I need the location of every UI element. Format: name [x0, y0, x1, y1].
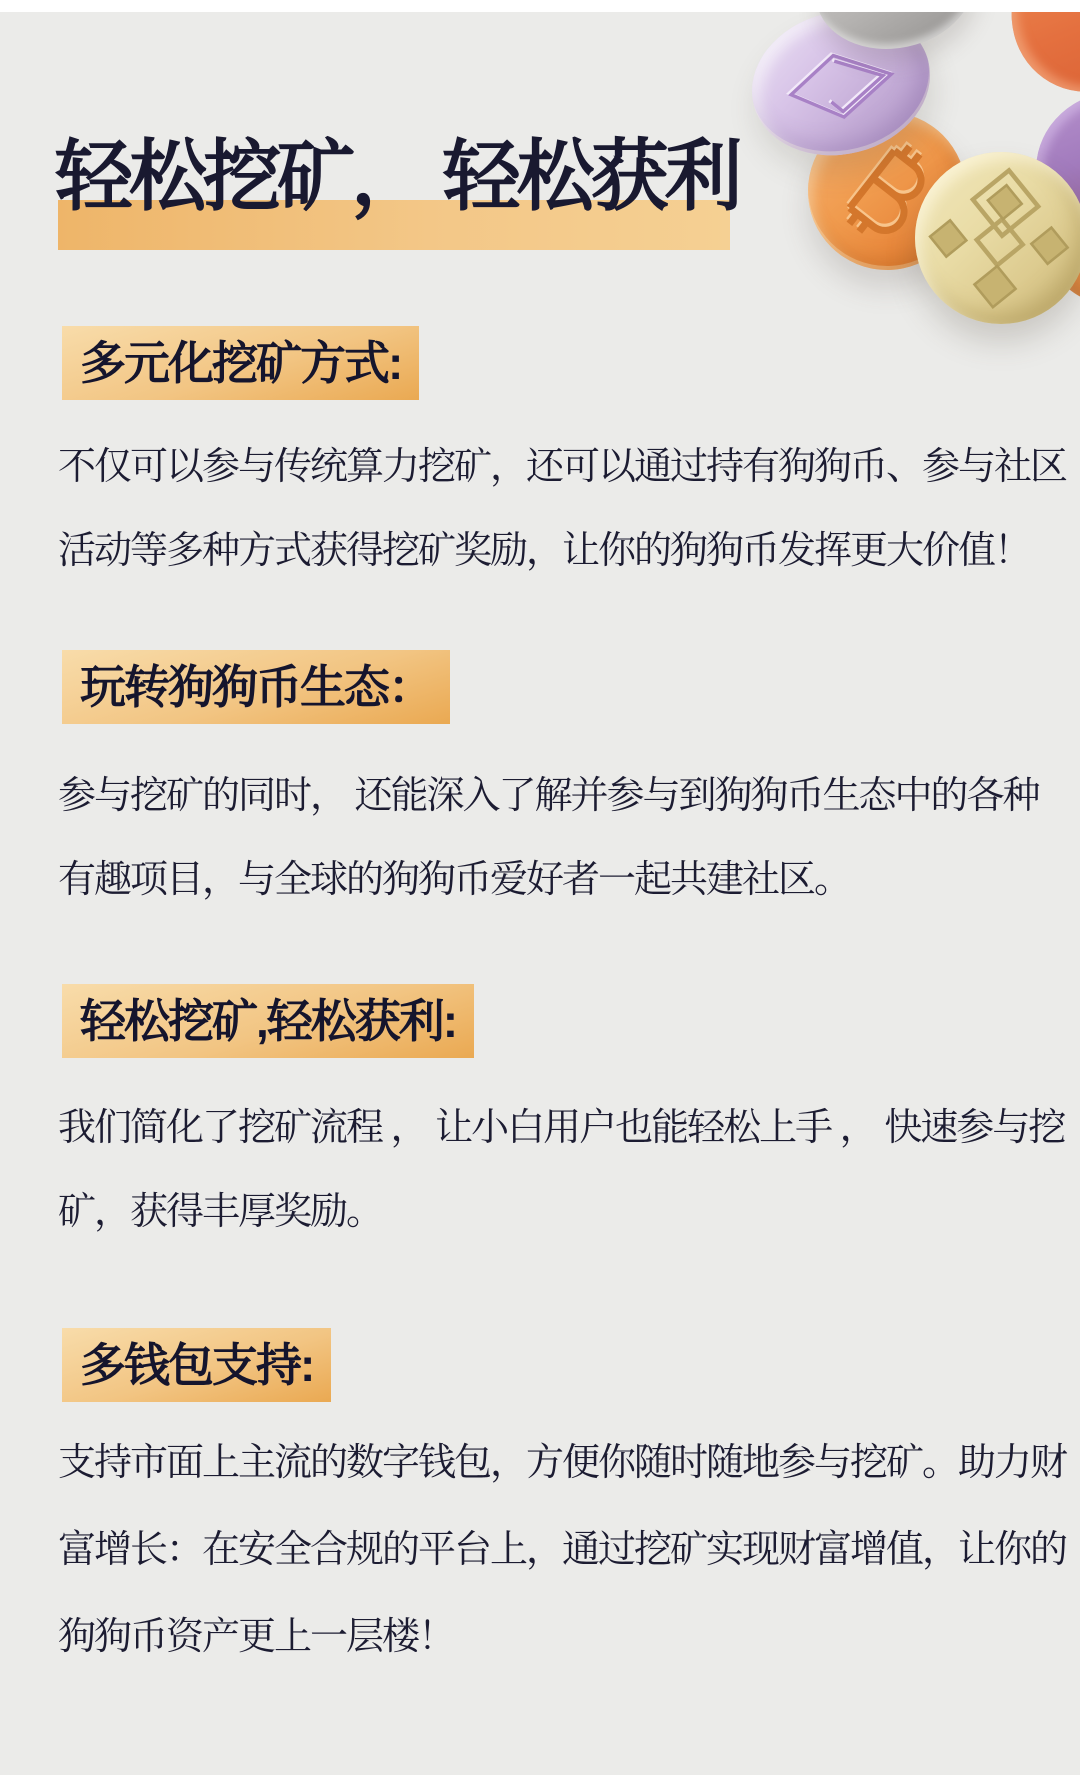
section-body-multi-wallet — [58, 1420, 1067, 1681]
body-line: 有趣项目，与全球的狗狗币爱好者一起共建社区。 — [58, 859, 851, 901]
top-white-strip — [0, 0, 1080, 12]
section-body-mining-methods — [58, 425, 1067, 593]
section-heading-mining-methods: 多元化挖矿方式: — [62, 326, 419, 400]
body-line: 支持市面上主流的数字钱包，方便你随时随地参与挖矿。助力财 — [58, 1442, 1067, 1484]
page-title: 轻松挖矿， 轻松获利 — [55, 132, 739, 220]
binance-coin-icon — [915, 152, 1080, 324]
binance-symbol-icon — [915, 152, 1080, 324]
section-body-doge-ecosystem — [58, 754, 1058, 922]
copper-coin-icon — [991, 0, 1080, 112]
body-line: 矿，获得丰厚奖励。 — [58, 1191, 383, 1233]
body-line: 参与挖矿的同时， 还能深入了解并参与到狗狗币生态中的各种 — [58, 775, 1039, 817]
body-line: 富增长：在安全合规的平台上，通过挖矿实现财富增值，让你的 — [58, 1529, 1067, 1571]
body-line: 我们简化了挖矿流程 ， 让小白用户也能轻松上手 ， 快速参与挖 — [58, 1107, 1065, 1149]
section-heading-easy-mining: 轻松挖矿,轻松获利: — [62, 984, 474, 1058]
body-line: 狗狗币资产更上一层楼！ — [58, 1616, 455, 1658]
body-line: 不仅可以参与传统算力挖矿，还可以通过持有狗狗币、参与社区 — [58, 446, 1067, 488]
body-line: 活动等多种方式获得挖矿奖励，让你的狗狗币发挥更大价值！ — [58, 530, 1031, 572]
section-heading-multi-wallet: 多钱包支持: — [62, 1328, 331, 1402]
section-body-easy-mining — [58, 1086, 1065, 1254]
section-heading-doge-ecosystem: 玩转狗狗币生态： — [62, 650, 450, 724]
